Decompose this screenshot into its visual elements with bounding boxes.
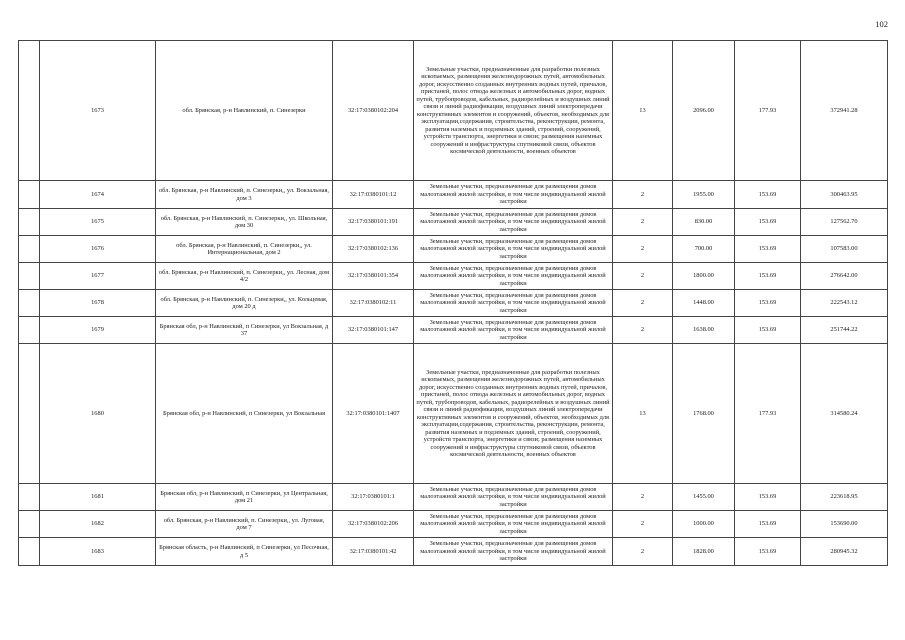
cadastral-cost-cell: 127562.70 — [801, 209, 888, 236]
group-number-cell: 2 — [613, 236, 673, 263]
address-cell: Брянская область, р-н Навлинский, п Синезерки, ул Песочная, д 5 — [156, 538, 333, 566]
blank-cell — [19, 484, 40, 511]
land-use-description-cell: Земельные участки, предназначенные для размещения домов малоэтажной жилой застройки, в том числе индивидуальной жилой застройки — [414, 290, 613, 317]
table-row — [19, 263, 888, 290]
address-cell: обл. Брянская, р-н Навлинский, п. Синезерки — [156, 41, 333, 181]
table-row — [19, 344, 888, 484]
land-use-description-cell: Земельные участки, предназначенные для размещения домов малоэтажной жилой застройки, в том числе индивидуальной жилой застройки — [414, 511, 613, 538]
blank-cell — [19, 511, 40, 538]
specific-value-cell: 153.69 — [735, 236, 801, 263]
area-cell: 1455.00 — [673, 484, 735, 511]
group-number-cell: 2 — [613, 290, 673, 317]
blank-cell — [19, 317, 40, 344]
area-cell: 1768.00 — [673, 344, 735, 484]
land-use-description-cell: Земельные участки, предназначенные для размещения домов малоэтажной жилой застройки, в том числе индивидуальной жилой застройки — [414, 236, 613, 263]
cadastral-number-cell: 32:17:0380101:191 — [333, 209, 414, 236]
blank-cell — [19, 181, 40, 209]
cadastral-cost-cell: 280945.32 — [801, 538, 888, 566]
area-cell: 1800.00 — [673, 263, 735, 290]
row-number: 1681 — [40, 484, 156, 511]
cadastral-number-cell: 32:17:0380102:136 — [333, 236, 414, 263]
specific-value-cell: 153.69 — [735, 209, 801, 236]
cadastral-number-cell: 32:17:0380102:11 — [333, 290, 414, 317]
area-cell: 2096.00 — [673, 41, 735, 181]
blank-cell — [19, 538, 40, 566]
area-cell: 1955.00 — [673, 181, 735, 209]
land-use-description-cell: Земельные участки, предназначенные для размещения домов малоэтажной жилой застройки, в том числе индивидуальной жилой застройки — [414, 484, 613, 511]
table-row — [19, 290, 888, 317]
table-row — [19, 538, 888, 566]
row-number: 1676 — [40, 236, 156, 263]
cadastral-cost-cell: 251744.22 — [801, 317, 888, 344]
row-number: 1683 — [40, 538, 156, 566]
address-cell: обл. Брянская, р-н Навлинский, п. Синезерки,, ул. Школьная, дом 30 — [156, 209, 333, 236]
blank-cell — [19, 209, 40, 236]
land-use-description-cell: Земельные участки, предназначенные для разработки полезных ископаемых, размещения железнодорожных путей, автомобильных дорог, искусственно созданных внутренних водных путей, причалов, пристаней, полос отвода железных и автомобильных дорог, водных путей, трубопроводов, кабельных, радиорелейных и воздушных линий связи и линий радиофикации, воздушных линий электропередачи конструктивных элементов и сооружений, объектов, необходимых для эксплуатации,содержания, строительства, реконструкции, ремонта, развития наземных и подземных зданий, строений, сооружений, устройств транспорта, энергетики и связи; размещения наземных сооружений и инфраструктуры спутниковой связи, объектов космической деятельности, военных объектов — [414, 344, 613, 484]
address-cell: обл. Брянская, р-н Навлинский, п. Синезерки,, ул. Лесная, дом 4/2 — [156, 263, 333, 290]
cadastral-cost-cell: 300463.95 — [801, 181, 888, 209]
land-use-description-cell: Земельные участки, предназначенные для размещения домов малоэтажной жилой застройки, в том числе индивидуальной жилой застройки — [414, 209, 613, 236]
group-number-cell: 2 — [613, 511, 673, 538]
land-use-description-cell: Земельные участки, предназначенные для размещения домов малоэтажной жилой застройки, в том числе индивидуальной жилой застройки — [414, 317, 613, 344]
cadastral-cost-cell: 314580.24 — [801, 344, 888, 484]
land-use-description-cell: Земельные участки, предназначенные для разработки полезных ископаемых, размещения железнодорожных путей, автомобильных дорог, искусственно созданных внутренних водных путей, причалов, пристаней, полос отвода железных и автомобильных дорог, водных путей, трубопроводов, кабельных, радиорелейных и воздушных линий связи и линий радиофикации, воздушных линий электропередачи конструктивных элементов и сооружений, объектов, необходимых для эксплуатации,содержания, строительства, реконструкции, ремонта, развития наземных и подземных зданий, строений, сооружений, устройств транспорта, энергетики и связи; размещения наземных сооружений и инфраструктуры спутниковой связи, объектов космической деятельности, военных объектов — [414, 41, 613, 181]
cadastral-number-cell: 32:17:0380102:204 — [333, 41, 414, 181]
area-cell: 830.00 — [673, 209, 735, 236]
area-cell: 1638.00 — [673, 317, 735, 344]
blank-cell — [19, 236, 40, 263]
table-row — [19, 209, 888, 236]
cadastral-number-cell: 32:17:0380101:1 — [333, 484, 414, 511]
specific-value-cell: 153.69 — [735, 263, 801, 290]
row-number: 1677 — [40, 263, 156, 290]
specific-value-cell: 153.69 — [735, 511, 801, 538]
area-cell: 1828.00 — [673, 538, 735, 566]
table-row — [19, 317, 888, 344]
blank-cell — [19, 344, 40, 484]
specific-value-cell: 153.69 — [735, 484, 801, 511]
row-number: 1675 — [40, 209, 156, 236]
cadastral-cost-cell: 107583.00 — [801, 236, 888, 263]
land-use-description-cell: Земельные участки, предназначенные для размещения домов малоэтажной жилой застройки, в том числе индивидуальной жилой застройки — [414, 538, 613, 566]
blank-cell — [19, 290, 40, 317]
land-registry-table — [18, 40, 888, 566]
page-number: 102 — [875, 19, 888, 29]
cadastral-cost-cell: 372941.28 — [801, 41, 888, 181]
cadastral-cost-cell: 222543.12 — [801, 290, 888, 317]
row-number: 1682 — [40, 511, 156, 538]
specific-value-cell: 177.93 — [735, 344, 801, 484]
address-cell: Брянская обл, р-н Навлинский, п Синезерки, ул Центральная, дом 21 — [156, 484, 333, 511]
specific-value-cell: 153.69 — [735, 290, 801, 317]
table-row — [19, 236, 888, 263]
area-cell: 700.00 — [673, 236, 735, 263]
specific-value-cell: 177.93 — [735, 41, 801, 181]
cadastral-number-cell: 32:17:0380101:147 — [333, 317, 414, 344]
specific-value-cell: 153.69 — [735, 181, 801, 209]
group-number-cell: 2 — [613, 209, 673, 236]
cadastral-number-cell: 32:17:0380102:206 — [333, 511, 414, 538]
specific-value-cell: 153.69 — [735, 538, 801, 566]
group-number-cell: 2 — [613, 263, 673, 290]
group-number-cell: 2 — [613, 317, 673, 344]
blank-cell — [19, 41, 40, 181]
address-cell: обл. Брянская, р-н Навлинский, п. Синезерки,, ул. Кольцевая, дом 20 д — [156, 290, 333, 317]
land-use-description-cell: Земельные участки, предназначенные для размещения домов малоэтажной жилой застройки, в том числе индивидуальной жилой застройки — [414, 263, 613, 290]
row-number: 1680 — [40, 344, 156, 484]
group-number-cell: 13 — [613, 344, 673, 484]
table-row — [19, 484, 888, 511]
table-row — [19, 511, 888, 538]
address-cell: обл. Брянская, р-н Навлинский, п. Синезерки,, ул. Интернациональная, дом 2 — [156, 236, 333, 263]
group-number-cell: 13 — [613, 41, 673, 181]
address-cell: Брянская обл, р-н Навлинский, п Синезерки, ул Вокзальная — [156, 344, 333, 484]
cadastral-number-cell: 32:17:0380101:1407 — [333, 344, 414, 484]
cadastral-number-cell: 32:17:0380101:354 — [333, 263, 414, 290]
group-number-cell: 2 — [613, 181, 673, 209]
cadastral-cost-cell: 223618.95 — [801, 484, 888, 511]
address-cell: обл. Брянская, р-н Навлинский, п. Синезерки,, ул. Луговая, дом 7 — [156, 511, 333, 538]
row-number: 1679 — [40, 317, 156, 344]
address-cell: обл. Брянская, р-н Навлинский, п. Синезерки,, ул. Вокзальная, дом 3 — [156, 181, 333, 209]
cadastral-cost-cell: 153690.00 — [801, 511, 888, 538]
specific-value-cell: 153.69 — [735, 317, 801, 344]
area-cell: 1000.00 — [673, 511, 735, 538]
address-cell: Брянская обл, р-н Навлинский, п Синезерки, ул Вокзальная, д 37 — [156, 317, 333, 344]
land-use-description-cell: Земельные участки, предназначенные для размещения домов малоэтажной жилой застройки, в том числе индивидуальной жилой застройки — [414, 181, 613, 209]
table-row — [19, 181, 888, 209]
blank-cell — [19, 263, 40, 290]
row-number: 1678 — [40, 290, 156, 317]
cadastral-cost-cell: 276642.00 — [801, 263, 888, 290]
group-number-cell: 2 — [613, 538, 673, 566]
row-number: 1674 — [40, 181, 156, 209]
area-cell: 1448.00 — [673, 290, 735, 317]
cadastral-number-cell: 32:17:0380101:42 — [333, 538, 414, 566]
group-number-cell: 2 — [613, 484, 673, 511]
row-number: 1673 — [40, 41, 156, 181]
cadastral-number-cell: 32:17:0380101:12 — [333, 181, 414, 209]
table-row — [19, 41, 888, 181]
